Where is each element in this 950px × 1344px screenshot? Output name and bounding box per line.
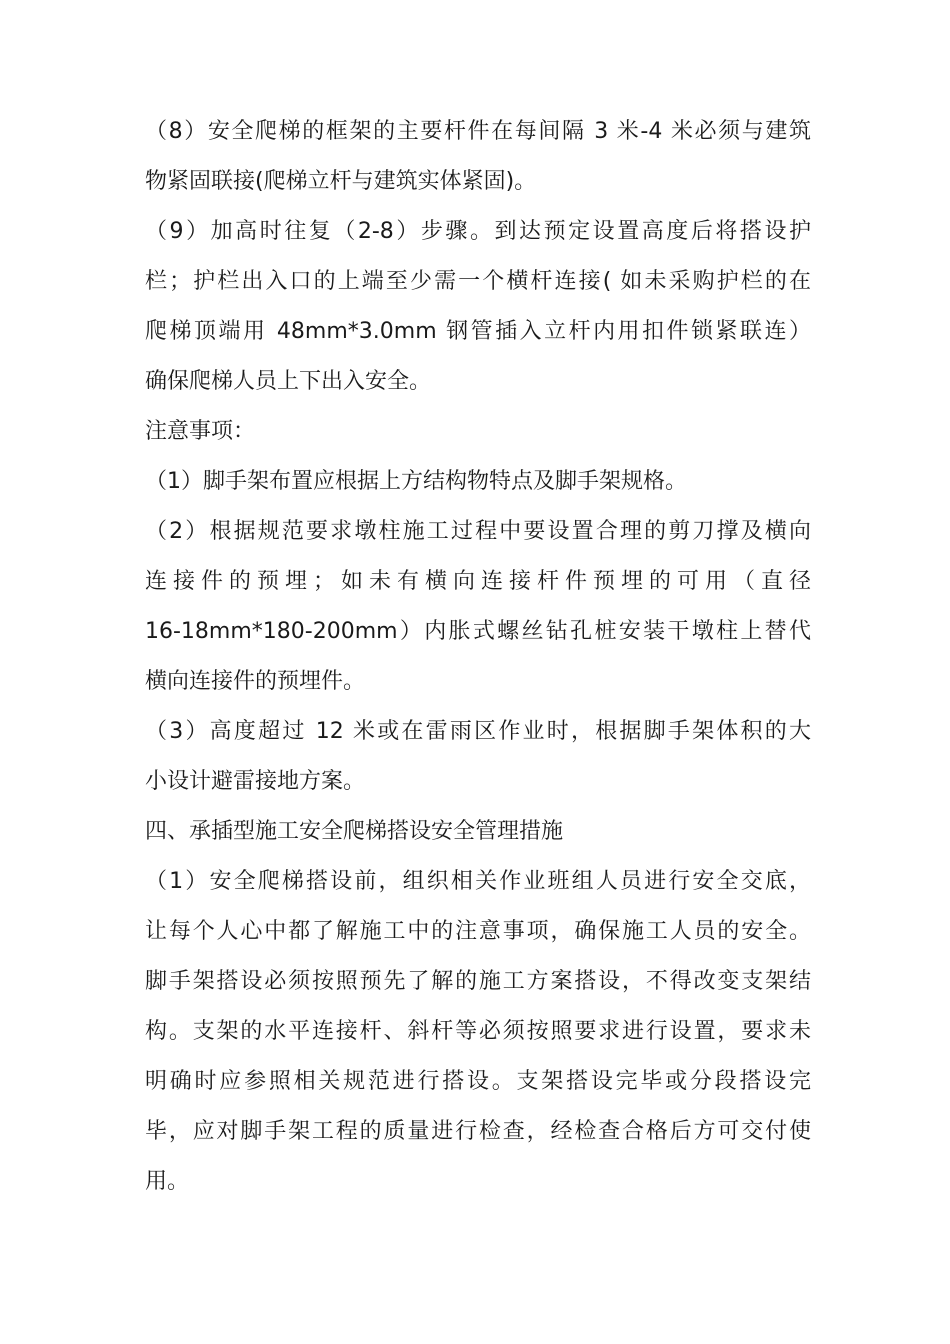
text-line: 让每个人心中都了解施工中的注意事项，确保施工人员的安全。 <box>145 919 811 944</box>
text-line: 小设计避雷接地方案。 <box>145 769 366 794</box>
text-line: （9）加高时往复（2-8）步骤。到达预定设置高度后将搭设护 <box>145 219 811 244</box>
text-line: 物紧固联接(爬梯立杆与建筑实体紧固)。 <box>145 169 537 194</box>
text-line: 16-18mm*180-200mm）内胀式螺丝钻孔桩安装干墩柱上替代 <box>145 619 811 644</box>
text-line: 爬梯顶端用 48mm*3.0mm 钢管插入立杆内用扣件锁紧联连） <box>145 319 811 344</box>
text-line: 横向连接件的预埋件。 <box>145 669 366 694</box>
text-line: 确保爬梯人员上下出入安全。 <box>145 369 432 394</box>
section-heading: 四、承插型施工安全爬梯搭设安全管理措施 <box>145 819 564 844</box>
text-line: 栏；护栏出入口的上端至少需一个横杆连接( 如未采购护栏的在 <box>145 269 811 294</box>
text-line: 毕，应对脚手架工程的质量进行检查，经检查合格后方可交付使 <box>145 1119 811 1144</box>
text-line: （3）高度超过 12 米或在雷雨区作业时，根据脚手架体积的大 <box>145 719 811 744</box>
text-line: 连接件的预埋；如未有横向连接杆件预埋的可用（直径 <box>145 569 811 594</box>
text-line: 用。 <box>145 1169 190 1194</box>
text-line: 构。支架的水平连接杆、斜杆等必须按照要求进行设置，要求未 <box>145 1019 811 1044</box>
section-heading: 注意事项： <box>145 419 256 444</box>
document-body <box>145 107 811 1207</box>
text-line: （1）安全爬梯搭设前，组织相关作业班组人员进行安全交底， <box>145 869 811 894</box>
text-line: （1）脚手架布置应根据上方结构物特点及脚手架规格。 <box>145 469 687 494</box>
text-line: （2）根据规范要求墩柱施工过程中要设置合理的剪刀撑及横向 <box>145 519 811 544</box>
text-line: 脚手架搭设必须按照预先了解的施工方案搭设，不得改变支架结 <box>145 969 811 994</box>
text-line: 明确时应参照相关规范进行搭设。支架搭设完毕或分段搭设完 <box>145 1069 811 1094</box>
text-line: （8）安全爬梯的框架的主要杆件在每间隔 3 米-4 米必须与建筑 <box>145 119 811 144</box>
